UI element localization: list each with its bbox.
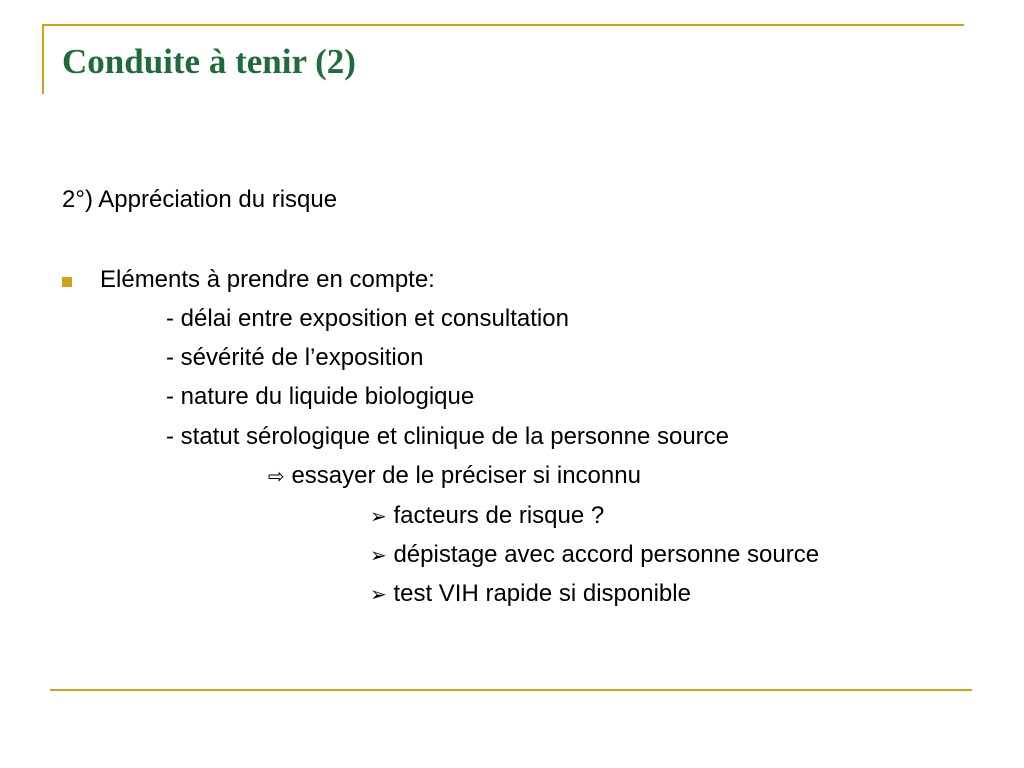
sub-item-text: test VIH rapide si disponible xyxy=(393,580,691,607)
factor-item: - sévérité de l’exposition xyxy=(166,344,424,371)
arrow-line xyxy=(268,461,641,491)
square-bullet-icon xyxy=(62,277,72,287)
factor-item: - nature du liquide biologique xyxy=(166,383,475,410)
bullet-text: Eléments à prendre en compte: xyxy=(100,266,435,293)
bottom-border-line xyxy=(50,689,972,691)
left-border-line xyxy=(42,24,44,94)
arrowhead-bullet-icon: ➢ xyxy=(370,582,387,606)
factor-item: - statut sérologique et clinique de la personne source xyxy=(166,423,730,450)
section-heading: 2°) Appréciation du risque xyxy=(62,186,338,213)
right-arrow-icon: ⇨ xyxy=(268,464,285,488)
arrowhead-bullet-icon: ➢ xyxy=(370,504,387,528)
factor-item: - délai entre exposition et consultation xyxy=(166,305,569,332)
sub-item-text: dépistage avec accord personne source xyxy=(393,541,820,568)
slide-title: Conduite à tenir (2) xyxy=(62,42,356,81)
top-border-line xyxy=(42,24,964,26)
sub-item xyxy=(370,501,604,531)
sub-item-text: facteurs de risque ? xyxy=(393,502,605,529)
sub-item xyxy=(370,540,819,570)
sub-item xyxy=(370,579,691,609)
arrow-line-text: essayer de le préciser si inconnu xyxy=(291,462,641,489)
arrowhead-bullet-icon: ➢ xyxy=(370,543,387,567)
